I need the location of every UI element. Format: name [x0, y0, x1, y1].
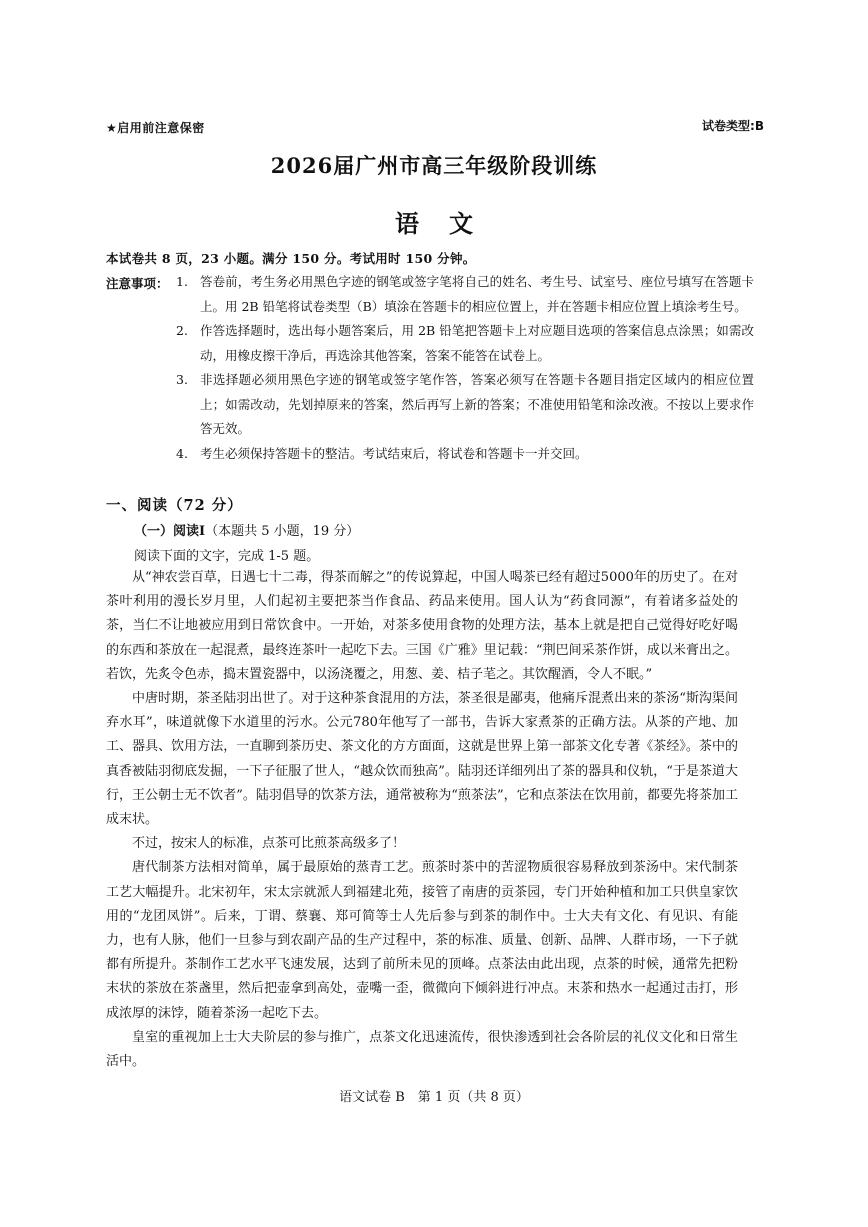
- passage-paragraph: 中唐时期，茶圣陆羽出世了。对于这种茶食混用的方法，茶圣很是鄙夷，他痛斥混煮出来的茶汤“斯沟渠间弃水耳”，味道就像下水道里的污水。公元780年他写了一部书，告诉大家煮茶的正确方法。从茶的产地、加工、器具、饮用方法，一直聊到茶历史、茶文化的方方面面，这就是世界上第一部茶文化专著《茶经》。茶中的真香被陆羽彻底发掘，一下子征服了世人，“越众饮而独高”。陆羽还详细列出了茶的器具和仪轨，“于是茶道大行，王公朝士无不饮者”。陆羽倡导的饮茶方法，通常被称为“煎茶法”，它和点茶法在饮用前，都要先将茶加工成末状。: [106, 691, 738, 828]
- confidential-notice: ★启用前注意保密: [106, 121, 205, 135]
- section-heading: 一、阅读（72 分）: [106, 497, 243, 514]
- note-text: 非选择题必须用黑色字迹的钢笔或签字笔作答，答案必须写在答题卡各题目指定区域内的相应位置上；如需改动，先划掉原来的答案，然后再写上新的答案；不准使用铅笔和涂改液。不按以上要求作答无效。: [200, 372, 754, 436]
- note-text: 考生必须保持答题卡的整洁。考试结束后，将试卷和答题卡一并交回。: [200, 445, 588, 461]
- note-number: 1.: [176, 274, 188, 289]
- subject-title: 语文: [395, 209, 503, 238]
- passage-paragraph: 不过，按宋人的标准，点茶可比煎茶高级多了！: [132, 836, 406, 852]
- note-text: 作答选择题时，选出每小题答案后，用 2B 铅笔把答题卡上对应题目选项的答案信息点涂黑；如需改动，用橡皮擦干净后，再选涂其他答案，答案不能答在试卷上。: [200, 323, 754, 363]
- note-number: 3.: [176, 372, 188, 387]
- note-item: [176, 270, 754, 319]
- notes-label: 注意事项：: [106, 276, 169, 291]
- passage-paragraph: 从“神农尝百草，日遇七十二毒，得茶而解之”的传说算起，中国人喝茶已经有超过5000年的历史了。在对茶叶利用的漫长岁月里，人们起初主要把茶当作食品、药品来使用。国人认为“药食同源”，有着诸多益处的茶，当仁不让地被应用到日常饮食中。一开始，对茶多使用食物的处理方法，基本上就是把自己觉得好吃好喝的东西和茶放在一起混煮，最终连茶叶一起吃下去。三国《广雅》里记载：“荆巴间采茶作饼，成以米膏出之。若饮，先炙令色赤，捣末置瓷器中，以汤浇覆之，用葱、姜、桔子芼之。其饮醒酒，令人不眠。”: [106, 570, 738, 682]
- sub-section-heading: [134, 520, 359, 539]
- sub-section-label: （一）阅读Ⅰ: [134, 524, 206, 539]
- exam-title: 2026届广州市高三年级阶段训练: [270, 153, 598, 178]
- passage-paragraph: 唐代制茶方法相对简单，属于最原始的蒸青工艺。煎茶时茶中的苦涩物质很容易释放到茶汤中。宋代制茶工艺大幅提升。北宋初年，宋太宗就派人到福建北苑，接管了南唐的贡茶园，专门开始种植和加工只供皇家饮用的“龙团凤饼”。后来，丁谓、蔡襄、郑可简等士人先后参与到茶的制作中。士大夫有文化、有见识、有能力，也有人脉，他们一旦参与到农副产品的生产过程中，茶的标准、质量、创新、品牌、人群市场，一下子就都有所提升。茶制作工艺水平飞速发展，达到了前所未见的顶峰。点茶法由此出现，点茶的时候，通常先把粉末状的茶放在茶盏里，然后把壶拿到高处，壶嘴一歪，微微向下倾斜进行冲点。末茶和热水一起通过击打，形成浓厚的沫饽，随着茶汤一起吃下去。: [106, 860, 738, 1021]
- sub-section-detail: （本题共 5 小题，19 分）: [205, 524, 360, 539]
- note-item: [176, 368, 754, 442]
- note-text: 答卷前，考生务必用黑色字迹的钢笔或签字笔将自己的姓名、考生号、试室号、座位号填写在答题卡上。用 2B 铅笔将试卷类型（B）填涂在答题卡的相应位置上，并在答题卡相应位置上填涂考生号。: [200, 274, 754, 314]
- note-item: [176, 442, 754, 467]
- note-number: 2.: [176, 323, 188, 338]
- notes-list: [176, 270, 754, 466]
- exam-intro: 本试卷共 8 页，23 小题。满分 150 分。考试用时 150 分钟。: [106, 251, 476, 266]
- reading-instruction: 阅读下面的文字，完成 1-5 题。: [134, 549, 320, 564]
- note-number: 4.: [176, 445, 188, 461]
- note-item: [176, 319, 754, 368]
- passage-paragraph: 皇室的重视加上士大夫阶层的参与推广，点茶文化迅速流传，很快渗透到社会各阶层的礼仪文化和日常生活中。: [106, 1029, 738, 1070]
- reading-passage: [106, 566, 738, 1074]
- page-footer: 语文试卷 B 第 1 页（共 8 页）: [339, 1090, 529, 1105]
- paper-type: 试卷类型:B: [702, 119, 764, 133]
